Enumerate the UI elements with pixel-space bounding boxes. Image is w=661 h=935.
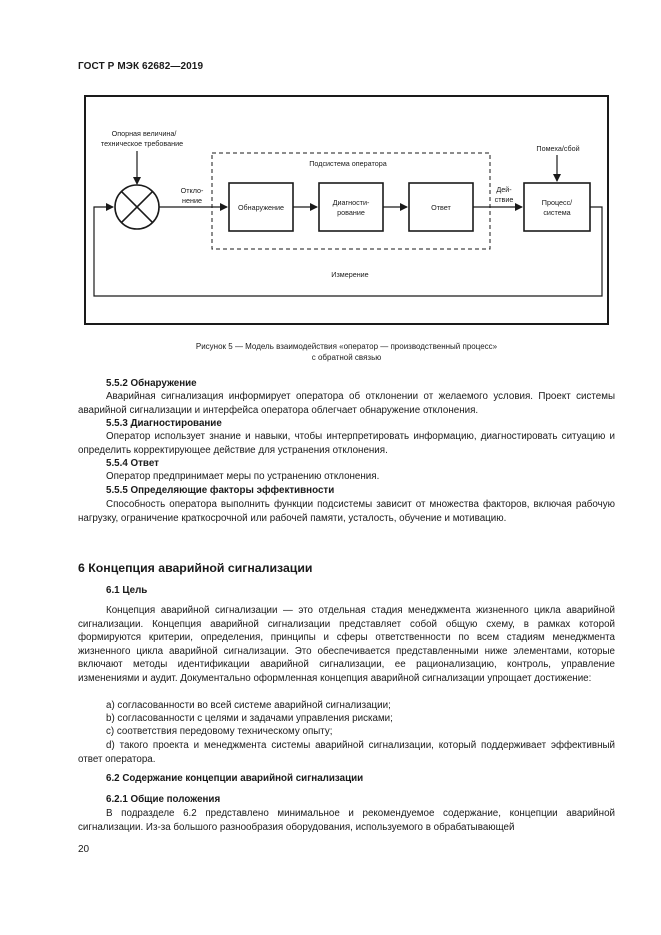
deviation-label: Откло- xyxy=(180,186,204,195)
disturbance-label: Помеха/сбой xyxy=(536,144,580,153)
svg-text:система: система xyxy=(543,208,571,217)
reference-label: Опорная величина/ xyxy=(111,129,177,138)
section-title-5-5-5: 5.5.5 Определяющие факторы эффективности xyxy=(106,485,335,496)
diagnosis-label: Диагности- xyxy=(332,198,370,207)
list-item: b) согласованности с целями и задачами управления рисками; xyxy=(106,713,393,724)
detection-label: Обнаружение xyxy=(237,203,285,212)
section-text-5-5-4: Оператор предпринимает меры по устранению отклонения. xyxy=(106,471,380,482)
section-title-6-2: 6.2 Содержание концепции аварийной сигнализации xyxy=(106,773,364,784)
svg-text:ствие: ствие xyxy=(494,195,514,204)
section-text-6-2-1: В подразделе 6.2 представлено минимальное и рекомендуемое содержание, концепции аварийной сигнализации. Из-за большого разнообразия оборудования, используемого в обрабатывающей xyxy=(78,808,615,833)
section-title-5-5-2: 5.5.2 Обнаружение xyxy=(106,378,197,389)
section-title-5-5-4: 5.5.4 Ответ xyxy=(106,458,159,469)
section-text-5-5-2: Аварийная сигнализация информирует оператора об отклонении от желаемого условия. Проект системы аварийной сигнализации и интерфейса оператора облегчает обнаружение отклонения. xyxy=(78,391,615,416)
comparator-icon xyxy=(115,185,159,229)
process-block xyxy=(524,183,590,231)
measurement-label: Измерение xyxy=(331,270,369,279)
document-header: ГОСТ Р МЭК 62682—2019 xyxy=(78,61,204,72)
section-title-6-2-1: 6.2.1 Общие положения xyxy=(106,794,221,805)
svg-text:техническое требование: техническое требование xyxy=(100,139,184,148)
response-label: Ответ xyxy=(431,203,451,212)
section-title-5-5-3: 5.5.3 Диагностирование xyxy=(106,418,222,429)
page-number: 20 xyxy=(78,844,90,855)
process-label: Процесс/ xyxy=(541,198,573,207)
figure-caption: Рисунок 5 — Модель взаимодействия «оператор — производственный процесс» с обратной связью xyxy=(195,342,498,362)
list-item: a) согласованности во всей системе аварийной сигнализации; xyxy=(106,700,391,711)
action-label: Дей- xyxy=(496,185,512,194)
chapter-title-6: 6 Концепция аварийной сигнализации xyxy=(78,561,313,575)
section-text-5-5-5: Способность оператора выполнить функции подсистемы зависит от множества факторов, включая рабочую нагрузку, ограничение краткосрочной или рабочей памяти, усталость, обучение и мотивацию. xyxy=(78,499,615,524)
diagnosis-block xyxy=(319,183,383,231)
list-item: c) соответствия передовому техническому опыту; xyxy=(106,726,333,737)
svg-text:нение: нение xyxy=(182,196,202,205)
section-text-5-5-3: Оператор использует знание и навыки, чтобы интерпретировать информацию, диагностировать ситуацию и определить корректирующее действие для устранения отклонения. xyxy=(78,431,615,456)
list-item: d) такого проекта и менеджмента системы аварийной сигнализации, который поддерживает эффективный ответ оператора. xyxy=(78,740,615,765)
operator-process-diagram xyxy=(84,95,609,325)
operator-subsystem-label: Подсистема оператора xyxy=(309,159,387,168)
section-text-6-1: Концепция аварийной сигнализации — это отдельная стадия менеджмента жизненного цикла аварийной сигнализации. Концепция аварийной сигнализации представляет собой общую схему, в рамках которой формируются критерии, определения, принципы и сферы ответственности по всем стадиям менеджмента жизненного цикла аварийной сигнализации. Это обеспечивается представленными ниже элементами, которые включают методы идентификации аварийной сигнализации, ее рационализацию, контроль, управление изменениями и аудит. Документально оформленная концепция аварийной сигнализации упрощает достижение: xyxy=(78,605,615,684)
section-title-6-1: 6.1 Цель xyxy=(106,585,148,596)
svg-text:рование: рование xyxy=(337,208,365,217)
